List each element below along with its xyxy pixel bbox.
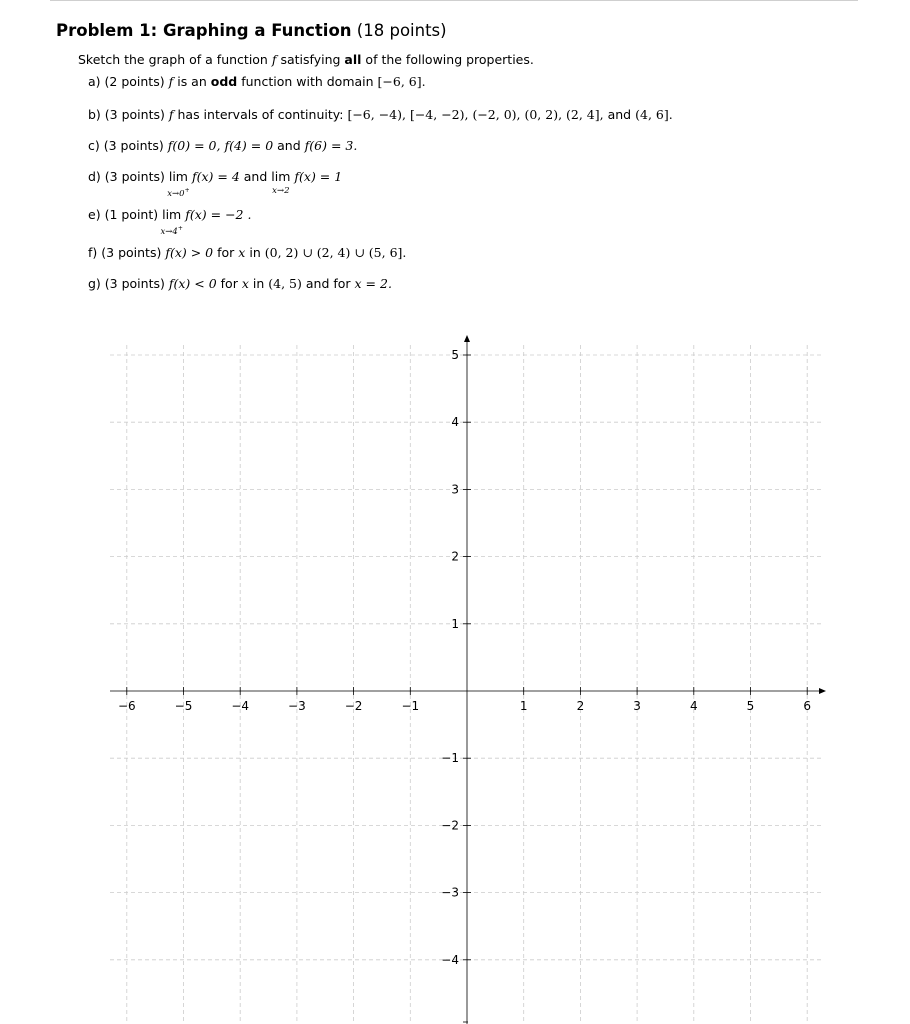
item-a-t2: is an: [177, 74, 207, 89]
x-tick-label: −1: [401, 699, 420, 713]
x-tick-label: 2: [576, 699, 585, 713]
item-a-t1: f: [168, 74, 174, 89]
item-g-t3: x: [241, 276, 249, 291]
item-e-lim: lim: [162, 207, 182, 222]
x-tick-label: −5: [174, 699, 193, 713]
item-d-lim2: lim: [271, 169, 291, 184]
y-tick-label: 4: [451, 415, 459, 430]
item-label: b): [88, 107, 101, 122]
item-f-t3: x: [238, 245, 246, 260]
problem-points: (18 points): [356, 21, 447, 40]
item-points: (3 points): [101, 245, 162, 260]
item-f-t4: in: [249, 245, 261, 260]
item-b-t2: has intervals of continuity:: [177, 107, 344, 122]
item-g-t6: and for: [305, 276, 351, 291]
y-tick-label: −3: [441, 885, 459, 900]
item-f-t5: (0, 2) ∪ (2, 4) ∪ (5, 6].: [264, 245, 407, 260]
x-tick-label: 6: [803, 699, 812, 713]
item-c-t1: f(0) = 0, f(4) = 0: [167, 138, 274, 153]
intro-bold: all: [344, 52, 362, 67]
item-a-t5: [−6, 6].: [377, 74, 426, 89]
item-d-lim1: lim: [168, 169, 188, 184]
x-tick-label: 5: [746, 699, 755, 713]
item-label: f): [88, 245, 98, 260]
item-d-e1: f(x) = 4: [191, 169, 240, 184]
item-b-t5: (4, 6].: [635, 107, 673, 122]
item-g-t1: f(x) < 0: [168, 276, 217, 291]
y-tick-label: −2: [441, 818, 459, 833]
item-b-t3: [−6, −4), [−4, −2), (−2, 0), (0, 2), (2, 4],: [347, 107, 604, 122]
item-points: (1 point): [104, 207, 159, 222]
item-c-t2: and: [277, 138, 301, 153]
x-tick-label: −6: [117, 699, 136, 713]
y-tick-label: −1: [441, 751, 459, 766]
item-g-t2: for: [220, 276, 238, 291]
item-g-t4: in: [252, 276, 265, 291]
x-tick-label: 3: [633, 699, 641, 713]
item-e-sub-text: x→4: [160, 226, 178, 237]
item-b-t4: and: [607, 107, 632, 122]
item-a-t3: odd: [210, 74, 238, 89]
item-e-sup: +: [177, 225, 183, 232]
item-c-t3: f(6) = 3.: [304, 138, 358, 153]
x-tick-label: 1: [519, 699, 528, 713]
item-label: a): [88, 74, 101, 89]
item-g-t5: (4, 5): [268, 276, 302, 291]
y-tick-label: 3: [451, 482, 459, 497]
x-axis-arrowhead: [819, 688, 826, 694]
intro-pre: Sketch the graph of a function: [78, 52, 268, 67]
problem-title-text: Problem 1: Graphing a Function: [56, 21, 352, 40]
item-f-t1: f(x) > 0: [165, 245, 214, 260]
y-tick-label: 5: [451, 348, 459, 362]
item-label: d): [88, 169, 101, 184]
item-d-sub1-text: x→0: [167, 188, 185, 199]
intro-mid: satisfying: [280, 52, 341, 67]
item-f-t2: for: [217, 245, 235, 260]
item-label: e): [88, 207, 101, 222]
item-d-and: and: [243, 169, 268, 184]
item-g-t7: x = 2.: [354, 276, 392, 291]
item-points: (3 points): [103, 138, 164, 153]
x-tick-label: −2: [344, 699, 363, 713]
y-axis-arrowhead: [464, 335, 470, 342]
y-tick-label: −4: [441, 952, 459, 967]
item-points: (3 points): [104, 107, 165, 122]
x-tick-label: −4: [231, 699, 250, 713]
item-d-sup1: +: [184, 187, 190, 194]
x-tick-label: −3: [288, 699, 306, 713]
item-points: (2 points): [104, 74, 165, 89]
item-a-t4: function with domain: [241, 74, 374, 89]
item-points: (3 points): [104, 169, 165, 184]
item-points: (3 points): [104, 276, 165, 291]
item-label: g): [88, 276, 101, 291]
item-b-t1: f: [168, 107, 174, 122]
item-d-sub2: x→2: [272, 186, 290, 196]
intro-post: of the following properties.: [365, 52, 534, 67]
x-tick-label: 4: [689, 699, 698, 713]
item-d-e2: f(x) = 1: [294, 169, 343, 184]
intro-f: f: [271, 52, 277, 67]
item-label: c): [88, 138, 100, 153]
item-e-expr: f(x) = −2 .: [185, 207, 252, 222]
y-tick-label: 1: [451, 616, 459, 631]
y-tick-label: 2: [451, 549, 459, 564]
